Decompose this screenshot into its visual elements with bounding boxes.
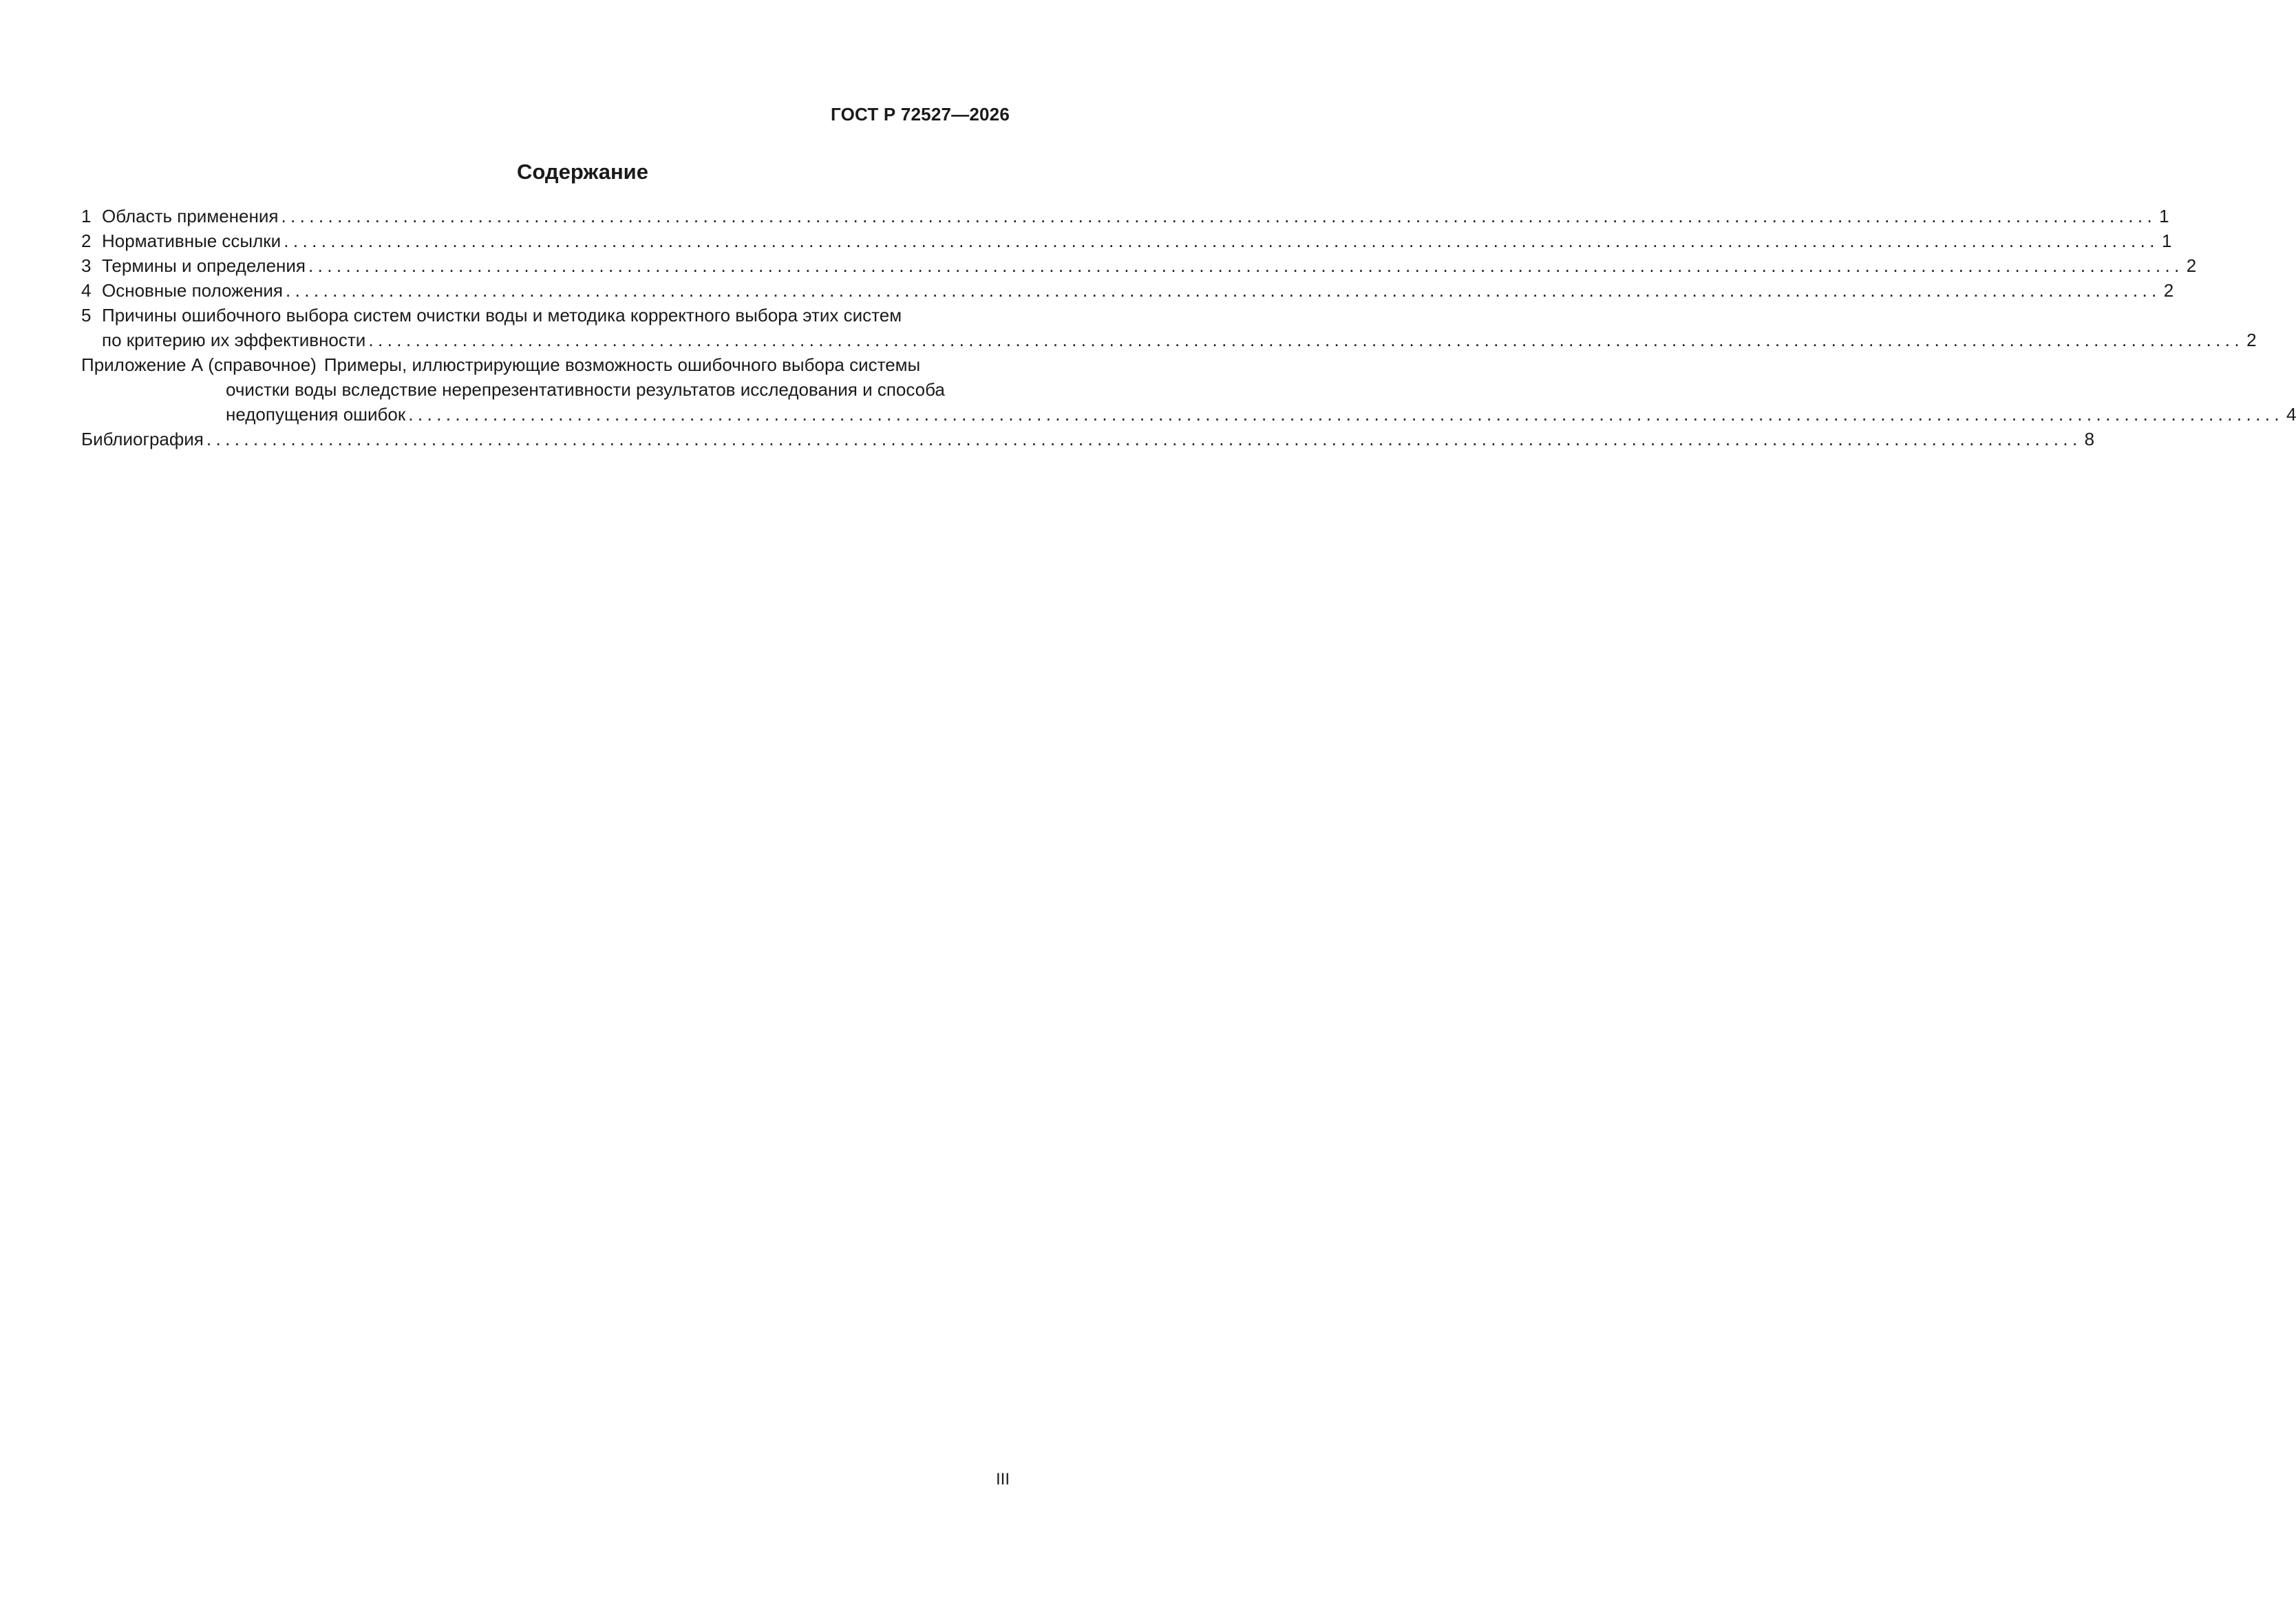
toc-leader-dots: ........................................................................................................................................................................................................ [408,404,2284,425]
table-of-contents [81,204,2296,451]
appendix-title-line3: недопущения ошибок [226,404,406,425]
page-number: III [995,1470,1010,1489]
toc-item-4[interactable] [81,278,2174,303]
toc-item-label: Основные положения [102,280,283,301]
toc-item-page: 1 [2161,231,2172,251]
toc-item-number: 4 [81,280,92,301]
document-code: ГОСТ Р 72527—2026 [831,104,1010,125]
toc-item-number: 1 [81,206,92,226]
toc-item-label: Библиография [81,429,204,449]
toc-leader-dots: ........................................................................................................................................................................................................ [308,255,2184,276]
toc-leader-dots: ........................................................................................................................................................................................................ [284,231,2159,251]
toc-leader-dots: ........................................................................................................................................................................................................ [206,429,2082,449]
toc-item-1[interactable] [81,204,2169,228]
toc-item-2[interactable] [81,228,2172,253]
toc-item-number: 3 [81,255,92,276]
toc-item-number: 5 [81,305,92,326]
toc-item-number: 2 [81,231,92,251]
toc-item-page: 4 [2286,404,2296,425]
toc-item-label-line2: по критерию их эффективности [102,330,366,350]
toc-bibliography[interactable] [81,427,2095,451]
appendix-title-line2: очистки воды вследствие нерепрезентативности результатов исследования и способа [226,379,945,400]
toc-item-label: Область применения [102,206,279,226]
appendix-prefix: Приложение А (справочное) [81,354,317,375]
toc-item-page: 2 [2186,255,2197,276]
toc-appendix-a[interactable] [81,352,2296,427]
toc-leader-dots: ........................................................................................................................................................................................................ [286,280,2161,301]
toc-item-page: 8 [2084,429,2095,449]
toc-item-page: 2 [2163,280,2174,301]
toc-item-label: Термины и определения [102,255,306,276]
toc-item-page: 1 [2159,206,2169,226]
toc-item-label: Нормативные ссылки [102,231,281,251]
toc-leader-dots: ........................................................................................................................................................................................................ [281,206,2157,226]
toc-item-label-line1: Причины ошибочного выбора систем очистки воды и методика корректного выбора этих систем [102,305,902,326]
toc-item-5[interactable] [81,303,2257,352]
appendix-title-line1: Примеры, иллюстрирующие возможность ошибочного выбора системы [323,354,921,375]
toc-item-3[interactable] [81,253,2197,278]
toc-item-page: 2 [2246,330,2257,350]
toc-title: Содержание [517,160,648,184]
toc-leader-dots: ........................................................................................................................................................................................................ [368,330,2244,350]
